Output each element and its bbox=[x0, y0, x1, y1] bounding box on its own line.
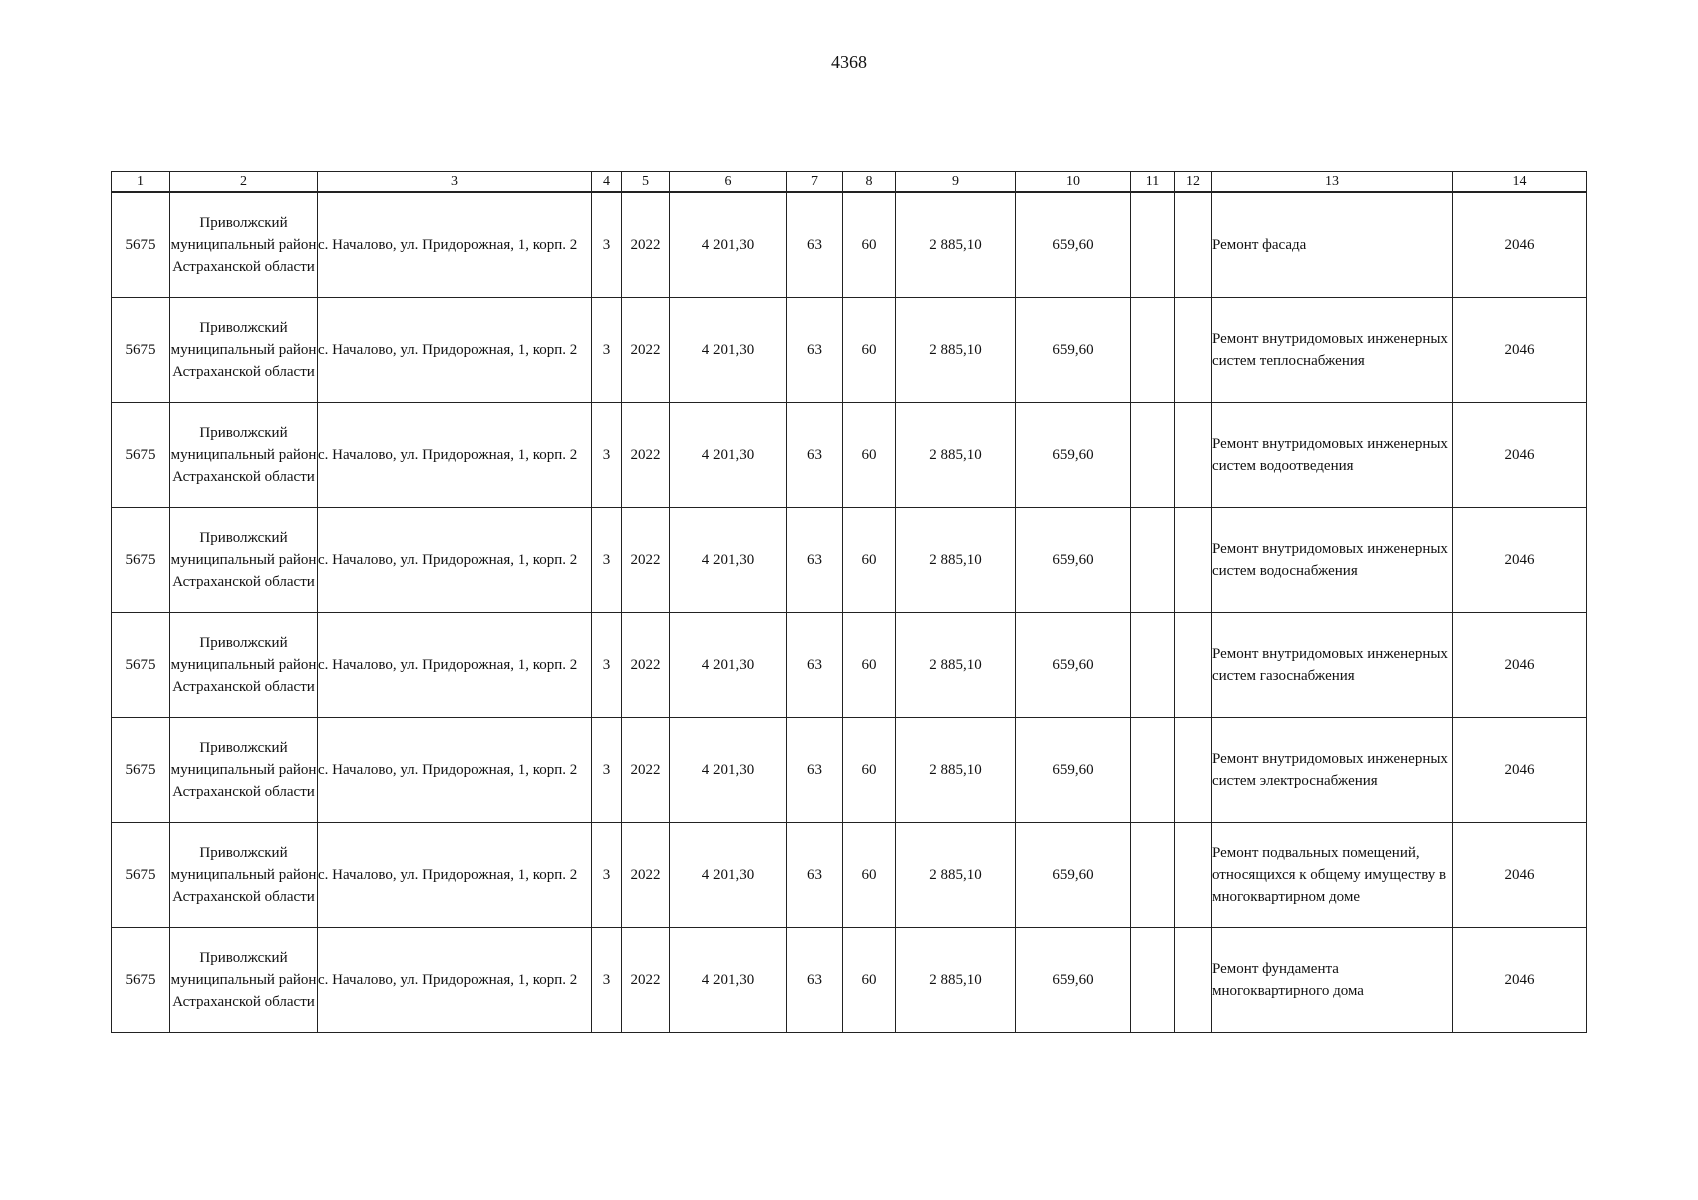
floors-cell: 3 bbox=[592, 718, 622, 823]
residents-cell: 63 bbox=[787, 403, 843, 508]
residential-area-cell: 2 885,10 bbox=[896, 613, 1016, 718]
floors-cell: 3 bbox=[592, 508, 622, 613]
apartments-cell: 60 bbox=[843, 928, 896, 1033]
municipality-cell: Приволжский муниципальный район Астраханской области bbox=[170, 298, 318, 403]
planned-year-cell: 2046 bbox=[1453, 508, 1587, 613]
column-number-header: 10 bbox=[1016, 172, 1131, 193]
column-number-header: 14 bbox=[1453, 172, 1587, 193]
year-cell: 2022 bbox=[622, 613, 670, 718]
municipality-cell: Приволжский муниципальный район Астраханской области bbox=[170, 823, 318, 928]
total-area-cell: 4 201,30 bbox=[670, 823, 787, 928]
address-cell: с. Началово, ул. Придорожная, 1, корп. 2 bbox=[318, 718, 592, 823]
year-cell: 2022 bbox=[622, 192, 670, 298]
apartments-cell: 60 bbox=[843, 403, 896, 508]
residential-area-cell: 2 885,10 bbox=[896, 508, 1016, 613]
planned-year-cell: 2046 bbox=[1453, 718, 1587, 823]
column-12-cell bbox=[1175, 823, 1212, 928]
year-cell: 2022 bbox=[622, 928, 670, 1033]
record-number: 5675 bbox=[112, 192, 170, 298]
residents-cell: 63 bbox=[787, 718, 843, 823]
column-number-header: 13 bbox=[1212, 172, 1453, 193]
work-type-cell: Ремонт подвальных помещений, относящихся к общему имуществу в многоквартирном доме bbox=[1212, 823, 1453, 928]
work-type-cell: Ремонт фундамента многоквартирного дома bbox=[1212, 928, 1453, 1033]
apartments-cell: 60 bbox=[843, 823, 896, 928]
column-number-header: 2 bbox=[170, 172, 318, 193]
municipality-cell: Приволжский муниципальный район Астраханской области bbox=[170, 508, 318, 613]
total-area-cell: 4 201,30 bbox=[670, 508, 787, 613]
column-number-header: 1 bbox=[112, 172, 170, 193]
municipality-cell: Приволжский муниципальный район Астраханской области bbox=[170, 928, 318, 1033]
year-cell: 2022 bbox=[622, 298, 670, 403]
table-row bbox=[112, 403, 1587, 508]
nonresidential-area-cell: 659,60 bbox=[1016, 928, 1131, 1033]
record-number: 5675 bbox=[112, 298, 170, 403]
total-area-cell: 4 201,30 bbox=[670, 298, 787, 403]
year-cell: 2022 bbox=[622, 823, 670, 928]
address-cell: с. Началово, ул. Придорожная, 1, корп. 2 bbox=[318, 403, 592, 508]
table-row bbox=[112, 928, 1587, 1033]
column-12-cell bbox=[1175, 718, 1212, 823]
column-number-header: 11 bbox=[1131, 172, 1175, 193]
column-11-cell bbox=[1131, 823, 1175, 928]
total-area-cell: 4 201,30 bbox=[670, 192, 787, 298]
nonresidential-area-cell: 659,60 bbox=[1016, 613, 1131, 718]
municipality-cell: Приволжский муниципальный район Астраханской области bbox=[170, 403, 318, 508]
table-row bbox=[112, 192, 1587, 298]
column-11-cell bbox=[1131, 298, 1175, 403]
column-number-header: 3 bbox=[318, 172, 592, 193]
municipality-cell: Приволжский муниципальный район Астраханской области bbox=[170, 613, 318, 718]
apartments-cell: 60 bbox=[843, 298, 896, 403]
column-12-cell bbox=[1175, 298, 1212, 403]
year-cell: 2022 bbox=[622, 403, 670, 508]
address-cell: с. Началово, ул. Придорожная, 1, корп. 2 bbox=[318, 928, 592, 1033]
total-area-cell: 4 201,30 bbox=[670, 403, 787, 508]
year-cell: 2022 bbox=[622, 508, 670, 613]
record-number: 5675 bbox=[112, 823, 170, 928]
record-number: 5675 bbox=[112, 403, 170, 508]
year-cell: 2022 bbox=[622, 718, 670, 823]
residents-cell: 63 bbox=[787, 508, 843, 613]
planned-year-cell: 2046 bbox=[1453, 403, 1587, 508]
column-number-header: 9 bbox=[896, 172, 1016, 193]
column-12-cell bbox=[1175, 192, 1212, 298]
planned-year-cell: 2046 bbox=[1453, 613, 1587, 718]
record-number: 5675 bbox=[112, 613, 170, 718]
municipality-cell: Приволжский муниципальный район Астраханской области bbox=[170, 718, 318, 823]
floors-cell: 3 bbox=[592, 613, 622, 718]
floors-cell: 3 bbox=[592, 403, 622, 508]
column-12-cell bbox=[1175, 613, 1212, 718]
residential-area-cell: 2 885,10 bbox=[896, 718, 1016, 823]
column-12-cell bbox=[1175, 928, 1212, 1033]
planned-year-cell: 2046 bbox=[1453, 298, 1587, 403]
floors-cell: 3 bbox=[592, 298, 622, 403]
planned-year-cell: 2046 bbox=[1453, 192, 1587, 298]
table-row bbox=[112, 298, 1587, 403]
residents-cell: 63 bbox=[787, 823, 843, 928]
residents-cell: 63 bbox=[787, 613, 843, 718]
address-cell: с. Началово, ул. Придорожная, 1, корп. 2 bbox=[318, 613, 592, 718]
column-number-header: 7 bbox=[787, 172, 843, 193]
planned-year-cell: 2046 bbox=[1453, 823, 1587, 928]
apartments-cell: 60 bbox=[843, 718, 896, 823]
column-12-cell bbox=[1175, 403, 1212, 508]
work-type-cell: Ремонт внутридомовых инженерных систем электроснабжения bbox=[1212, 718, 1453, 823]
address-cell: с. Началово, ул. Придорожная, 1, корп. 2 bbox=[318, 192, 592, 298]
nonresidential-area-cell: 659,60 bbox=[1016, 298, 1131, 403]
column-number-header: 5 bbox=[622, 172, 670, 193]
total-area-cell: 4 201,30 bbox=[670, 928, 787, 1033]
column-11-cell bbox=[1131, 928, 1175, 1033]
total-area-cell: 4 201,30 bbox=[670, 613, 787, 718]
nonresidential-area-cell: 659,60 bbox=[1016, 718, 1131, 823]
page-number: 4368 bbox=[831, 52, 867, 72]
apartments-cell: 60 bbox=[843, 508, 896, 613]
floors-cell: 3 bbox=[592, 928, 622, 1033]
planned-year-cell: 2046 bbox=[1453, 928, 1587, 1033]
residents-cell: 63 bbox=[787, 298, 843, 403]
residential-area-cell: 2 885,10 bbox=[896, 403, 1016, 508]
residents-cell: 63 bbox=[787, 192, 843, 298]
work-type-cell: Ремонт внутридомовых инженерных систем водоотведения bbox=[1212, 403, 1453, 508]
record-number: 5675 bbox=[112, 508, 170, 613]
work-type-cell: Ремонт фасада bbox=[1212, 192, 1453, 298]
work-type-cell: Ремонт внутридомовых инженерных систем водоснабжения bbox=[1212, 508, 1453, 613]
residential-area-cell: 2 885,10 bbox=[896, 928, 1016, 1033]
nonresidential-area-cell: 659,60 bbox=[1016, 403, 1131, 508]
column-number-header: 6 bbox=[670, 172, 787, 193]
capital-repair-table bbox=[111, 171, 1587, 1033]
table-row bbox=[112, 508, 1587, 613]
address-cell: с. Началово, ул. Придорожная, 1, корп. 2 bbox=[318, 508, 592, 613]
table-row bbox=[112, 718, 1587, 823]
column-number-header: 8 bbox=[843, 172, 896, 193]
column-11-cell bbox=[1131, 613, 1175, 718]
column-number-header: 12 bbox=[1175, 172, 1212, 193]
nonresidential-area-cell: 659,60 bbox=[1016, 823, 1131, 928]
floors-cell: 3 bbox=[592, 823, 622, 928]
column-number-row bbox=[112, 172, 1587, 193]
nonresidential-area-cell: 659,60 bbox=[1016, 508, 1131, 613]
apartments-cell: 60 bbox=[843, 192, 896, 298]
table-body bbox=[112, 192, 1587, 1033]
column-11-cell bbox=[1131, 508, 1175, 613]
record-number: 5675 bbox=[112, 718, 170, 823]
address-cell: с. Началово, ул. Придорожная, 1, корп. 2 bbox=[318, 823, 592, 928]
residential-area-cell: 2 885,10 bbox=[896, 823, 1016, 928]
column-11-cell bbox=[1131, 192, 1175, 298]
municipality-cell: Приволжский муниципальный район Астраханской области bbox=[170, 192, 318, 298]
residential-area-cell: 2 885,10 bbox=[896, 192, 1016, 298]
residential-area-cell: 2 885,10 bbox=[896, 298, 1016, 403]
floors-cell: 3 bbox=[592, 192, 622, 298]
address-cell: с. Началово, ул. Придорожная, 1, корп. 2 bbox=[318, 298, 592, 403]
total-area-cell: 4 201,30 bbox=[670, 718, 787, 823]
apartments-cell: 60 bbox=[843, 613, 896, 718]
work-type-cell: Ремонт внутридомовых инженерных систем газоснабжения bbox=[1212, 613, 1453, 718]
column-number-header: 4 bbox=[592, 172, 622, 193]
record-number: 5675 bbox=[112, 928, 170, 1033]
work-type-cell: Ремонт внутридомовых инженерных систем теплоснабжения bbox=[1212, 298, 1453, 403]
column-12-cell bbox=[1175, 508, 1212, 613]
residents-cell: 63 bbox=[787, 928, 843, 1033]
nonresidential-area-cell: 659,60 bbox=[1016, 192, 1131, 298]
column-11-cell bbox=[1131, 403, 1175, 508]
column-11-cell bbox=[1131, 718, 1175, 823]
table-row bbox=[112, 823, 1587, 928]
table-row bbox=[112, 613, 1587, 718]
